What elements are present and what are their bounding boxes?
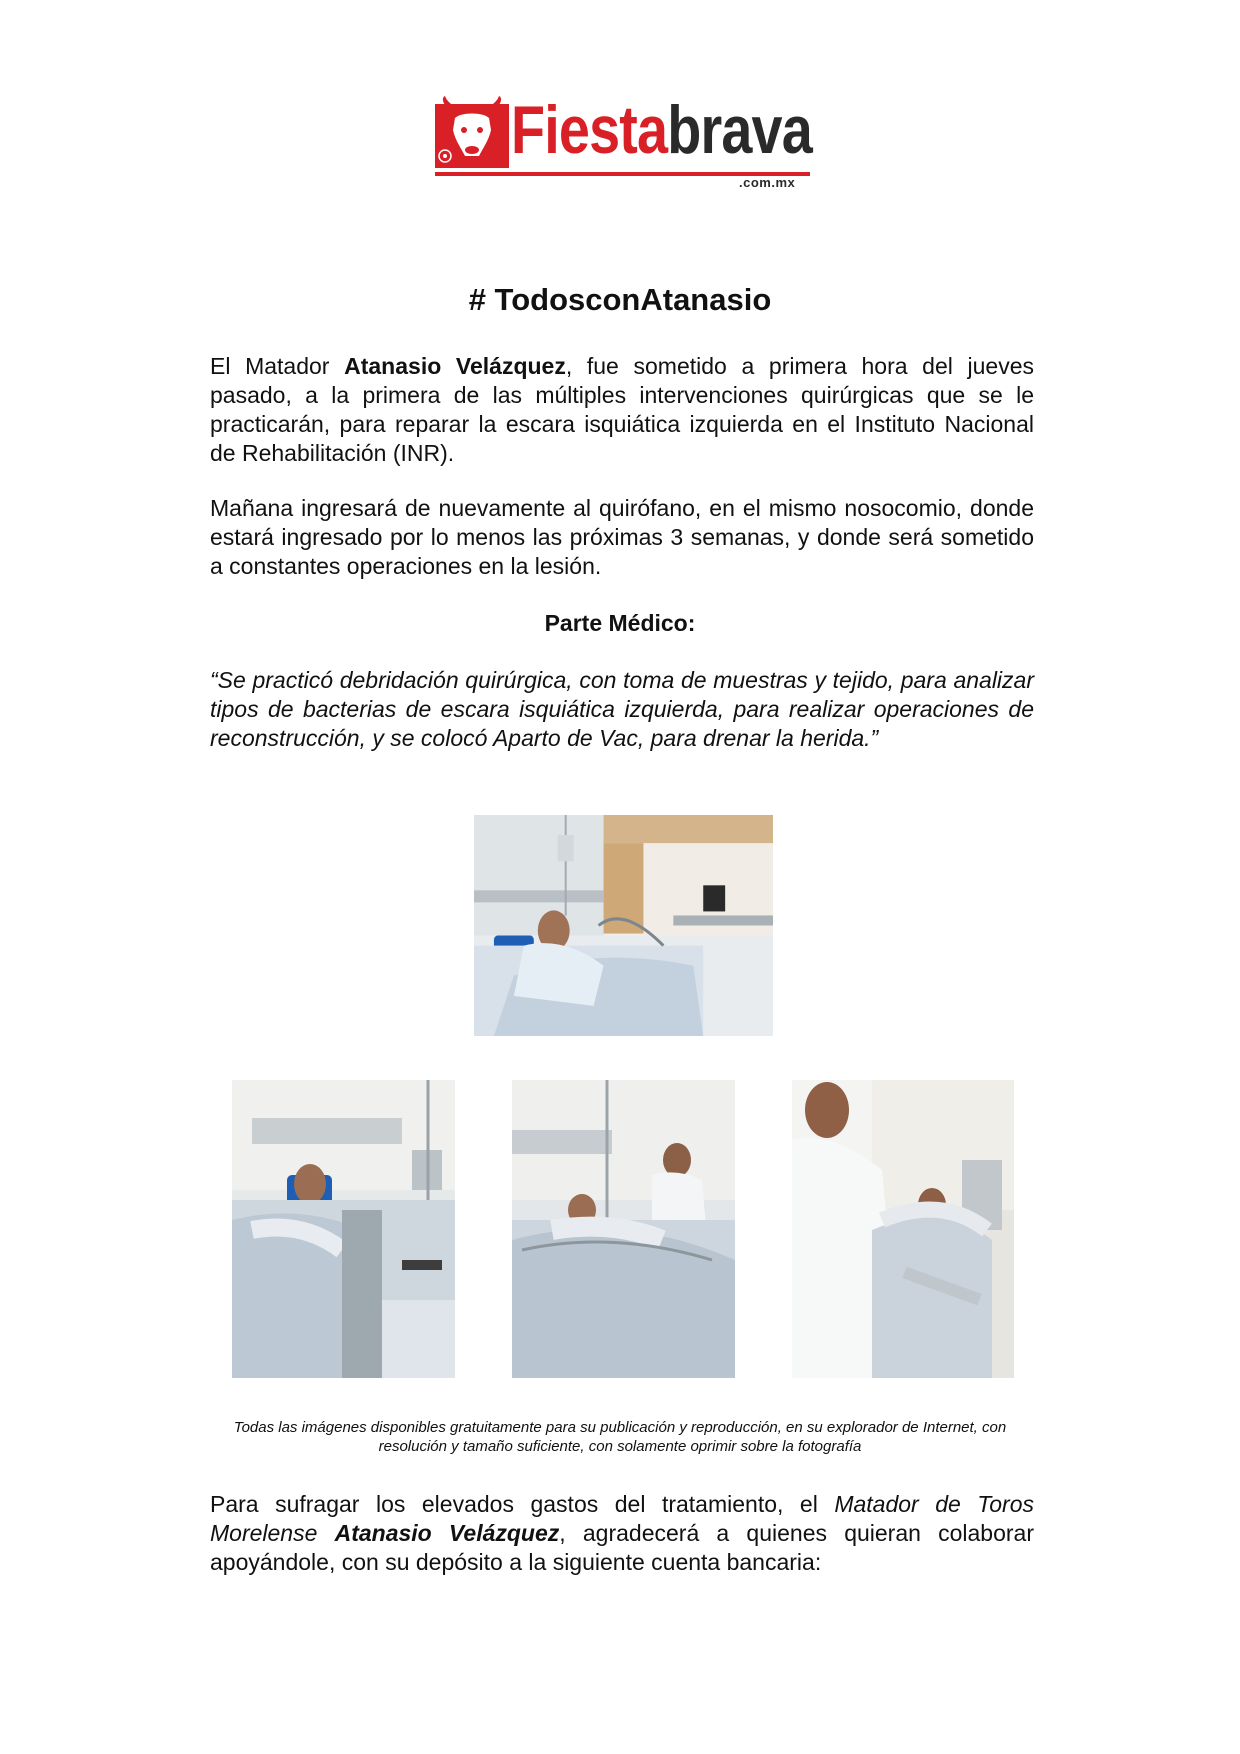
hospital-photo-main[interactable] <box>474 815 773 1036</box>
p3-text-start: Para sufragar los elevados gastos del tratamiento, el <box>210 1491 835 1517</box>
hospital-photo-3[interactable] <box>792 1080 1014 1378</box>
medical-report-quote: “Se practicó debridación quirúrgica, con toma de muestras y tejido, para analizar tipos de bacterias de escara isquiática izquierda, para realizar operaciones de reconstrucción, y se colocó Aparto de Vac, para drenar la herida.” <box>210 667 1034 751</box>
p3-space <box>317 1520 334 1546</box>
photo-caption: Todas las imágenes disponibles gratuitamente para su publicación y reproducción, en su explorador de Internet, con resolución y tamaño suficiente, con solamente oprimir sobre la fotografía <box>233 1419 1007 1455</box>
p3-name: Atanasio Velázquez <box>334 1520 560 1546</box>
p1-text-end: , fue sometido a primera hora del jueves pasado, a la primera de las múltiples intervenciones quirúrgicas que se le practicarán, para reparar la escara isquiática izquierda en el Instituto Nacional de Rehabilitación (INR). <box>210 353 1034 466</box>
brand-domain: .com.mx <box>739 175 796 190</box>
hospital-photo-2[interactable] <box>512 1080 735 1378</box>
p1-text-start: El Matador <box>210 353 345 379</box>
hospital-photo-1-image <box>232 1080 455 1378</box>
brand-part-1: Fiesta <box>511 92 668 168</box>
fiestabrava-logo[interactable] <box>435 72 815 190</box>
hospital-photo-3-image <box>792 1080 1014 1378</box>
hospital-photo-1[interactable] <box>232 1080 455 1378</box>
p3-text-end: , agradecerá a quienes quieran colaborar apoyándole, con su depósito a la siguiente cuenta bancaria: <box>210 1520 1035 1575</box>
brand-name <box>511 90 812 170</box>
paragraph-2: Mañana ingresará de nuevamente al quirófano, en el mismo nosocomio, donde estará ingresado por lo menos las próximas 3 semanas, y donde será sometido a constantes operaciones en la lesión. <box>210 495 1034 579</box>
paragraph-3 <box>210 1490 1034 1577</box>
hospital-photo-2-image <box>512 1080 735 1378</box>
bull-head-icon <box>435 96 509 168</box>
p3-role: Matador de Toros Morelense <box>210 1491 1034 1546</box>
hospital-photo-main-image <box>474 815 773 1036</box>
paragraph-1 <box>210 352 1034 468</box>
medical-report-heading: Parte Médico: <box>544 610 696 636</box>
article-title: # TodosconAtanasio <box>468 282 772 317</box>
brand-part-2: brava <box>667 92 812 168</box>
p1-name: Atanasio Velázquez <box>344 353 566 379</box>
